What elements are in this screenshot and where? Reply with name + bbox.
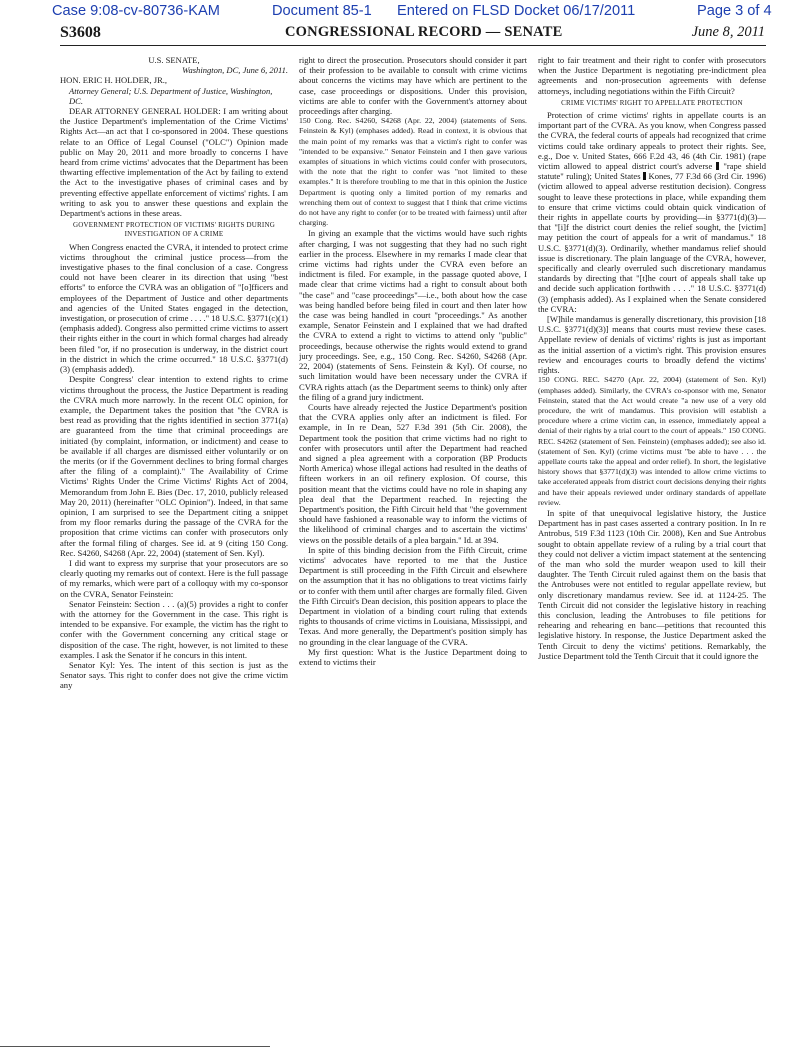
column-middle — [299, 55, 527, 1045]
paragraph: right to direct the prosecution. Prosecutors should consider it part of their profession to be available to consult with crime victims about concerns the victims may have which are pertinent to the case, case proceedings or dispositions. Under this provision, victims are able to confer with the Government's attorney about proceedings after charging. — [299, 55, 527, 117]
column-left — [60, 55, 288, 1045]
quoted-colloquy: Senator Kyl: Yes. The intent of this section is just as the Senator says. This right to confer does not give the crime victim any — [60, 659, 288, 691]
paragraph: In spite of that unequivocal legislative history, the Justice Department has in past cases asserted a contrary position. In In re Antrobus, 519 F.3d 1123 (10th Cir. 2008), Ken and Sue Antrobus sought to obtain appellate review of a ruling by a trial court that they could not deliver a victim impact statement at the sentencing of the man who sold the murder weapon used to kill their daughter. The Tenth Circuit ruled against them on the basis that the Antrobuses were not entitled to regular appellate review, but only discretionary mandamus review. See id. at 1124-25. The Tenth Circuit did not consider the legislative history in reaching this conclusion, leading the Antrobuses to file petitions for rehearing and rehearing en banc—petitions that recounted this legislative history. In response, the Justice Department asked the Tenth Circuit to deny the victims' petitions. Remarkably, the Justice Department told the Tenth Circuit that it could ignore the — [538, 507, 766, 661]
block-quote: [W]hile mandamus is generally discretionary, this provision [18 U.S.C. §3771(d)(3)] means that courts must review these cases. Appellate review of denials of victims' rights is just as important as the initial assertion of a victim's right. This provision ensures review and encourages courts to broadly defend the victims' rights. — [538, 314, 766, 376]
document-number: Document 85-1 — [272, 3, 372, 19]
header-rule — [60, 45, 766, 46]
addressee-name: HON. ERIC H. HOLDER, JR., — [60, 75, 168, 86]
letterhead-place-date: Washington, DC, June 6, 2011. — [182, 65, 288, 76]
record-page-number: S3608 — [60, 24, 101, 41]
section-heading: GOVERNMENT PROTECTION OF VICTIMS' RIGHTS DURING INVESTIGATION OF A CRIME — [73, 221, 275, 239]
letterhead-senate: U.S. SENATE, — [148, 55, 200, 65]
citation-paragraph: 150 CONG. REC. S4270 (Apr. 22, 2004) (statement of Sen. Kyl) (emphases added). Similarly, the CVRA's co-sponsor with me, Senator Feinstein, stated that the Act would create "a new use of a very old procedure, the writ of mandamus. This provision will establish a procedure where a crime victim can, in essence, immediately appeal a denial of their rights by a trial court to the court of appeals." 150 CONG. REC. S4262 (statement of Sen. Feinstein) (emphases added); see also id. (statement of Sen. Kyl) (crime victims must "be able to have . . . the appellate courts take the appeal and order relief). In short, the legislative history shows that §3771(d)(3) was intended to allow crime victims to take accelerated appeals from district court decisions denying their rights and have their appeals reviewed under ordinary standards of appellate review. — [538, 375, 766, 507]
redaction-mark — [716, 162, 719, 170]
paragraph: My first question: What is the Justice Department doing to extend to victims their — [299, 646, 527, 667]
addressee-title: Attorney General; U.S. Department of Justice, Washington, DC. — [69, 85, 273, 106]
record-title: CONGRESSIONAL RECORD — SENATE — [285, 24, 563, 40]
paragraph: I did want to express my surprise that your prosecutors are so clearly quoting my remarks out of context. Here is the full passage of my remarks, which were part of a colloquy with my co-sponsor on the CVRA, Senator Feinstein: — [60, 557, 288, 599]
citation-paragraph: 150 Cong. Rec. S4260, S4268 (Apr. 22, 2004) (statements of Sens. Feinstein & Kyl) (emphases added). Read in context, it is obvious that the main point of my remarks was that a victim's right to confer was "intended to be expansive." Senator Feinstein and I then gave various examples of situations in which victims could confer with prosecutors, with the note that the right to confer was "not limited to these examples." It is therefore troubling to me that in this opinion the Justice Department is quoting only a limited portion of my remarks and wrenching them out of context to suggest that I think that crime victims do not have any right to confer (or to be treated with fairness) until after charging. — [299, 116, 527, 228]
paragraph: In spite of this binding decision from the Fifth Circuit, crime victims' advocates have reported to me that the Justice Department is still proceeding in the Fifth Circuit and elsewhere on the assumption that it has no obligations to treat victims fairly or to confer with them until after charges are formally filed. Given the Fifth Circuit's Dean decision, this position appears to place the Department in violation of a binding court ruling that extends rights to thousands of crime victims in Louisiana, Mississippi, and Texas. And more generally, the Department's position simply has no grounding in the clear language of the CVRA. — [299, 544, 527, 647]
docket-entry: Entered on FLSD Docket 06/17/2011 — [397, 3, 636, 19]
paragraph: In giving an example that the victims would have such rights after charging, I was not suggesting that they had no such right earlier in the process. Elsewhere in my remarks I made clear that crime victims had rights under the CVRA even before an indictment is filed. For example, in the passage quoted above, I made clear that crime victims had a right to consult about both "the case" and "case proceedings"—i.e., both about how the case was being handled before being filed in court and then later how the case was being handled in court "proceedings." As another example, Senator Feinstein and I explained that we had drafted the CVRA to extend a right to victims to attend only "public" proceedings, because otherwise the rights would extend to grand jury proceedings. See, e.g., 150 Cong. Rec. S4260, S4268 (Apr. 22, 2004) (statements of Sens. Feinstein & Kyl). Of course, no such limitation would have been necessary under the CVRA if CVRA rights attach (as the Department seems to think) only after the filing of a grand jury indictment. — [299, 228, 527, 402]
section-heading: CRIME VICTIMS' RIGHT TO APPELLATE PROTECTION — [561, 98, 743, 107]
footer-rule — [0, 1046, 270, 1047]
redaction-mark — [643, 172, 646, 180]
column-right — [538, 55, 766, 1045]
case-number: Case 9:08-cv-80736-KAM — [52, 3, 220, 19]
court-filing-stamp — [52, 3, 802, 23]
paragraph: Despite Congress' clear intention to extend rights to crime victims throughout the process, the Justice Department is reading the CVRA much more narrowly. In the recent OLC opinion, for example, the Department takes the position that "the CVRA is best read as providing that the rights identified in section 3771(a) are guaranteed from the time that criminal proceedings are initiated (by complaint, information, or indictment) and cease to be available if all charges are dismissed either voluntarily or on the merits (or if the Government declines to bring formal charges after the filing of a complaint)." The Availability of Crime Victims' Rights Under the Crime Victims' Rights Act of 2004, Memorandum from John E. Bies (Dec. 17, 2010, publicly released May 20, 2011) (hereinafter "OLC Opinion"). Indeed, in that same opinion, I am surprised to see the Department citing a snippet from my floor remarks during the passage of the CVRA for the proposition that crime victims can confer with prosecutors only after the formal filing of charges. See id. at 9 (citing 150 Cong. Rec. S4260, S4268 (Apr. 22, 2004) (statement of Sen. Kyl). — [60, 374, 288, 558]
paragraph: Courts have already rejected the Justice Department's position that the CVRA applies only after an indictment is filed. For example, in In re Dean, 527 F.3d 391 (5th Cir. 2008), the Department took the position that crime victims had no right to confer with prosecutors until after the Department had reached and signed a plea agreement with a corporation (BP Products North America) whose illegal actions had resulted in the deaths of fifteen workers in an oil refinery explosion. Of course, this position meant that the victims could have no role in shaping any plea deal that the Department reached. In rejecting the Department's position, the Fifth Circuit held that "the government should have fashioned a reasonable way to inform the victims of the likelihood of criminal charges and to ascertain the victims' views on the possible details of a plea bargain." Id. at 394. — [299, 401, 527, 545]
record-date: June 8, 2011 — [691, 24, 765, 40]
paragraph: right to fair treatment and their right to confer with prosecutors when the Justice Department is negotiating pre-indictment plea agreements and non-prosecution agreements with defense attorneys, including negotiations within the Fifth Circuit? — [538, 55, 766, 96]
paragraph-with-redaction: Protection of crime victims' rights in appellate courts is an important part of the CVRA. As you know, when Congress passed the CVRA, the federal courts of appeals had recognized that crime victims could take ordinary appeals to protect their rights. See, e.g., Doe v. United States, 666 F.2d 43, 46 (4th Cir. 1981) (rape victim allowed to appeal district court's adverse "rape shield statute" ruling); United States Kones, 77 F.3d 66 (3rd Cir. 1996) (victim allowed to appeal adverse restitution decision). Congress sought to leave these protections in place, while expanding them to ensure that crime victims could obtain quick vindication of their rights in appellate courts by providing—in §3771(d)(3)—that "[i]f the district court denies the relief sought, the [victim] may petition the court of appeals for a writ of mandamus." 18 U.S.C. §3771(d)(3). Ordinarily, whether mandamus relief should issue is discretionary. The plain language of the CVRA, however, specifically and clearly overruled such discretionary mandamus standards by directing that "[t]he court of appeals shall take up and decide such application forthwith . . . ." 18 U.S.C. §3771(d)(3) (emphasis added). As I explained when the Senate considered the CVRA: — [538, 110, 766, 314]
record-header — [60, 24, 765, 44]
paragraph: DEAR ATTORNEY GENERAL HOLDER: I am writing about the Justice Department's implementation of the Crime Victims' Rights Act—an act that I co-sponsored in 2004. These questions relate to an Office of Legal Counsel ("OLC") Opinion made public on May 20, 2011 and more broadly to concerns I have heard from crime victims' advocates that the Department has been thwarting effective implementation of the Act by failing to extend the Act to the investigative phases of criminal cases and by preventing effective appellate enforcement of victims' rights. I am writing to ask you to answer these questions and explain the Department's actions in these areas. — [60, 106, 288, 219]
paragraph: When Congress enacted the CVRA, it intended to protect crime victims throughout the criminal justice process—from the investigative phases to the final conclusion of a case. Congress could not have been clearer in its direction that using "best efforts" to enforce the CVRA was an obligation of "[o]fficers and employees of the Department of Justice and other departments and agencies of the United States engaged in the detection, investigation, or prosecution of crime . . . ." 18 U.S.C. §3771(c)(1) (emphasis added). Congress also permitted crime victims to assert their rights either in the court in which formal charges had already been filed "or, if no prosecution is underway, in the district court in the district in which the crime occurred." 18 U.S.C. §3771(d)(3) (emphasis added). — [60, 241, 288, 375]
quoted-colloquy: Senator Feinstein: Section . . . (a)(5) provides a right to confer with the attorney for the Government in the case. This right is intended to be expansive. For example, the victim has the right to confer with the Government concerning any critical stage or disposition of the case. The right, however, is not limited to these examples. I ask the Senator if he concurs in this intent. — [60, 598, 288, 660]
page-of: Page 3 of 4 — [697, 3, 772, 19]
